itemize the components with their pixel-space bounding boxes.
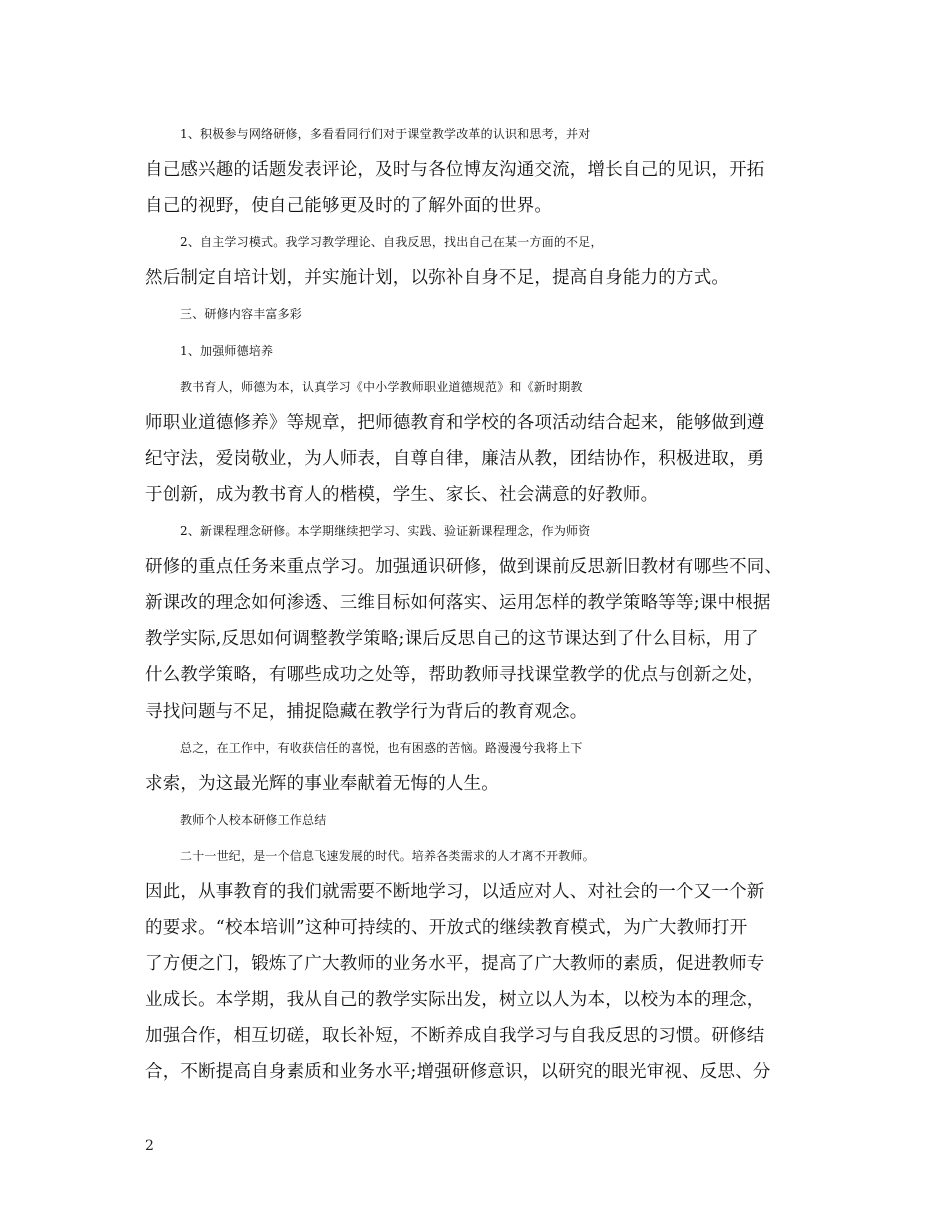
text-line: 研修的重点任务来重点学习。加强通识研修，做到课前反思新旧教材有哪些不同、 [145, 557, 783, 578]
text-line: 总之，在工作中，有收获信任的喜悦，也有困惑的苦恼。路漫漫兮我将上下 [180, 740, 583, 755]
text-line: 寻找问题与不足，捕捉隐藏在教学行为背后的教育观念。 [145, 701, 588, 722]
text-line: 合，不断提高自身素质和业务水平;增强研修意识，以研究的眼光审视、反思、分 [145, 1062, 771, 1083]
text-line: 了方便之门，锻炼了广大教师的业务水平，提高了广大教师的素质，促进教师专 [145, 954, 765, 975]
text-line: 二十一世纪，是一个信息飞速发展的时代。培养各类需求的人才离不开教师。 [180, 848, 595, 863]
text-line: 的要求。“校本培训”这种可持续的、开放式的继续教育模式，为广大教师打开 [145, 918, 748, 939]
text-line: 纪守法，爱岗敬业，为人师表，自尊自律，廉洁从教，团结协作，积极进取，勇 [145, 448, 765, 469]
text-line: 自己的视野，使自己能够更及时的了解外面的世界。 [145, 196, 553, 217]
text-line: 自己感兴趣的话题发表评论，及时与各位博友沟通交流，增长自己的见识，开拓 [145, 160, 765, 181]
text-line: 然后制定自培计划，并实施计划，以弥补自身不足，提高自身能力的方式。 [145, 268, 730, 289]
text-line: 教学实际,反思如何调整教学策略;课后反思自己的这节课达到了什么目标，用了 [145, 629, 759, 650]
text-line: 教师个人校本研修工作总结 [180, 812, 327, 827]
text-line: 师职业道德修养》等规章，把师德教育和学校的各项活动结合起来，能够做到遵 [145, 412, 765, 433]
text-line: 1、加强师德培养 [180, 343, 274, 358]
text-line: 求索，为这最光辉的事业奉献着无悔的人生。 [145, 773, 499, 794]
page-number: 2 [145, 1138, 154, 1154]
text-line: 三、研修内容丰富多彩 [180, 307, 303, 322]
text-line: 1、积极参与网络研修，多看看同行们对于课堂教学改革的认识和思考，并对 [180, 127, 591, 141]
document-body [145, 116, 810, 1091]
text-line: 什么教学策略，有哪些成功之处等，帮助教师寻找课堂教学的优点与创新之处， [145, 665, 765, 686]
text-line: 新课改的理念如何渗透、三维目标如何落实、运用怎样的教学策略等等;课中根据 [145, 593, 771, 614]
text-line: 因此，从事教育的我们就需要不断地学习，以适应对人、对社会的一个又一个新 [145, 881, 765, 902]
text-line: 教书育人，师德为本，认真学习《中小学教师职业道德规范》和《新时期教 [180, 379, 583, 394]
text-line: 2、新课程理念研修。本学期继续把学习、实践、验证新课程理念，作为师资 [180, 524, 591, 539]
text-line: 业成长。本学期，我从自己的教学实际出发，树立以人为本，以校为本的理念， [145, 990, 765, 1011]
text-line: 2、自主学习模式。我学习教学理论、自我反思，找出自己在某一方面的不足， [180, 235, 603, 250]
text-line: 于创新，成为教书育人的楷模，学生、家长、社会满意的好教师。 [145, 484, 659, 505]
text-line: 加强合作，相互切磋，取长补短，不断养成自我学习与自我反思的习惯。研修结 [145, 1026, 765, 1047]
